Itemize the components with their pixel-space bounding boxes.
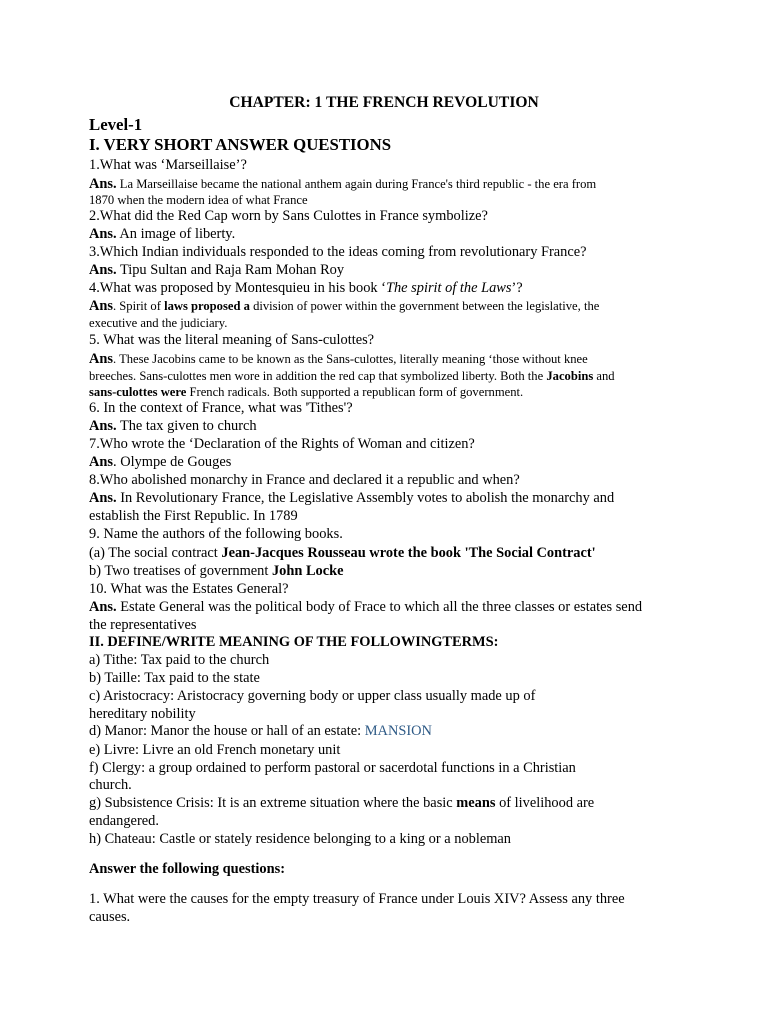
answer-label: Ans bbox=[89, 298, 113, 314]
answer-label: Ans bbox=[89, 351, 113, 367]
term-text: g) Subsistence Crisis: It is an extreme situation where the basic bbox=[89, 795, 457, 811]
answer-text: In Revolutionary France, the Legislative Assembly votes to abolish the monarchy and bbox=[116, 490, 615, 506]
answer-3 bbox=[89, 261, 344, 279]
answer-text: Estate General was the political body of Frace to which all the three classes or estates send bbox=[116, 599, 643, 615]
answer-bold: Jacobins bbox=[546, 369, 594, 383]
answer-label: Ans. bbox=[89, 226, 117, 242]
mansion-link[interactable]: MANSION bbox=[364, 723, 432, 739]
term-clergy-cont: church. bbox=[89, 777, 132, 793]
answer-bold: laws proposed a bbox=[164, 299, 250, 313]
answer-label: Ans. bbox=[89, 262, 117, 278]
answer-bold: sans-culottes were bbox=[89, 385, 187, 399]
answer-text: . These Jacobins came to be known as the Sans-culottes, literally meaning ‘those without knee bbox=[113, 352, 588, 366]
long-question-1: 1. What were the causes for the empty treasury of France under Louis XIV? Assess any three bbox=[89, 891, 625, 907]
term-text: d) Manor: Manor the house or hall of an estate: bbox=[89, 723, 365, 739]
book-author: Jean-Jacques Rousseau wrote the book 'The Social Contract' bbox=[221, 545, 596, 561]
term-tithe: a) Tithe: Tax paid to the church bbox=[89, 652, 270, 668]
term-subsistence-crisis bbox=[89, 794, 594, 812]
answer-text: and bbox=[593, 369, 615, 383]
answer-text: breeches. Sans-culottes men wore in addition the red cap that symbolized liberty. Both the bbox=[89, 369, 547, 383]
section-heading-terms: II. DEFINE/WRITE MEANING OF THE FOLLOWINGTERMS: bbox=[89, 634, 499, 650]
term-clergy: f) Clergy: a group ordained to perform pastoral or sacerdotal functions in a Christian bbox=[89, 760, 576, 776]
term-text: of livelihood are bbox=[495, 795, 595, 811]
answer-text: . Olympe de Gouges bbox=[113, 454, 232, 470]
answer-text: An image of liberty. bbox=[116, 226, 236, 242]
question-9a bbox=[89, 544, 596, 562]
question-6: 6. In the context of France, what was 'Tithes'? bbox=[89, 400, 353, 416]
answer-1-cont: 1870 when the modern idea of what France bbox=[89, 193, 308, 207]
answer-text: La Marseillaise became the national anthem again during France's third republic - the era from bbox=[116, 177, 597, 191]
answer-4-cont: executive and the judiciary. bbox=[89, 316, 228, 330]
term-bold: means bbox=[456, 795, 496, 811]
chapter-title: CHAPTER: 1 THE FRENCH REVOLUTION bbox=[229, 94, 539, 111]
question-9: 9. Name the authors of the following books. bbox=[89, 526, 343, 542]
question-9b bbox=[89, 562, 344, 580]
section-heading-answer: Answer the following questions: bbox=[89, 861, 286, 877]
question-3: 3.Which Indian individuals responded to the ideas coming from revolutionary France? bbox=[89, 244, 587, 260]
question-2: 2.What did the Red Cap worn by Sans Culottes in France symbolize? bbox=[89, 208, 488, 224]
long-question-1-cont: causes. bbox=[89, 909, 131, 925]
book-author: John Locke bbox=[271, 563, 344, 579]
answer-8-cont: establish the First Republic. In 1789 bbox=[89, 508, 298, 524]
answer-10 bbox=[89, 598, 642, 616]
answer-text: Tipu Sultan and Raja Ram Mohan Roy bbox=[116, 262, 345, 278]
term-aristocracy: c) Aristocracy: Aristocracy governing body or upper class usually made up of bbox=[89, 688, 536, 704]
answer-5 bbox=[89, 350, 588, 368]
answer-label: Ans. bbox=[89, 490, 117, 506]
answer-label: Ans bbox=[89, 454, 113, 470]
book-name: (a) The social contract bbox=[89, 545, 222, 561]
answer-6 bbox=[89, 417, 257, 435]
question-5: 5. What was the literal meaning of Sans-culottes? bbox=[89, 332, 375, 348]
answer-label: Ans. bbox=[89, 599, 117, 615]
answer-text: division of power within the government between the legislative, the bbox=[249, 299, 600, 313]
answer-8 bbox=[89, 489, 614, 507]
term-subsistence-crisis-cont: endangered. bbox=[89, 813, 159, 829]
question-4 bbox=[89, 279, 523, 297]
answer-10-cont: the representatives bbox=[89, 617, 197, 633]
section-heading-short-answers: I. VERY SHORT ANSWER QUESTIONS bbox=[89, 135, 392, 154]
term-taille: b) Taille: Tax paid to the state bbox=[89, 670, 260, 686]
book-name: b) Two treatises of government bbox=[89, 563, 272, 579]
term-manor bbox=[89, 722, 432, 740]
book-title: The spirit of the Laws bbox=[385, 280, 512, 296]
answer-text: . Spirit of bbox=[113, 299, 165, 313]
answer-2 bbox=[89, 225, 235, 243]
term-chateau: h) Chateau: Castle or stately residence belonging to a king or a nobleman bbox=[89, 831, 512, 847]
question-7: 7.Who wrote the ‘Declaration of the Rights of Woman and citizen? bbox=[89, 436, 475, 452]
term-livre: e) Livre: Livre an old French monetary unit bbox=[89, 742, 341, 758]
answer-label: Ans. bbox=[89, 418, 117, 434]
answer-text: French radicals. Both supported a republican form of government. bbox=[186, 385, 524, 399]
question-text: 4.What was proposed by Montesquieu in his book ‘ bbox=[89, 280, 386, 296]
question-8: 8.Who abolished monarchy in France and declared it a republic and when? bbox=[89, 472, 520, 488]
term-aristocracy-cont: hereditary nobility bbox=[89, 706, 196, 722]
answer-7 bbox=[89, 453, 231, 471]
answer-4 bbox=[89, 297, 599, 315]
question-10: 10. What was the Estates General? bbox=[89, 581, 289, 597]
answer-label: Ans. bbox=[89, 176, 117, 192]
question-text-end: ’? bbox=[511, 280, 523, 296]
question-1: 1.What was ‘Marseillaise’? bbox=[89, 157, 247, 173]
level-heading: Level-1 bbox=[89, 115, 143, 134]
answer-text: The tax given to church bbox=[116, 418, 257, 434]
